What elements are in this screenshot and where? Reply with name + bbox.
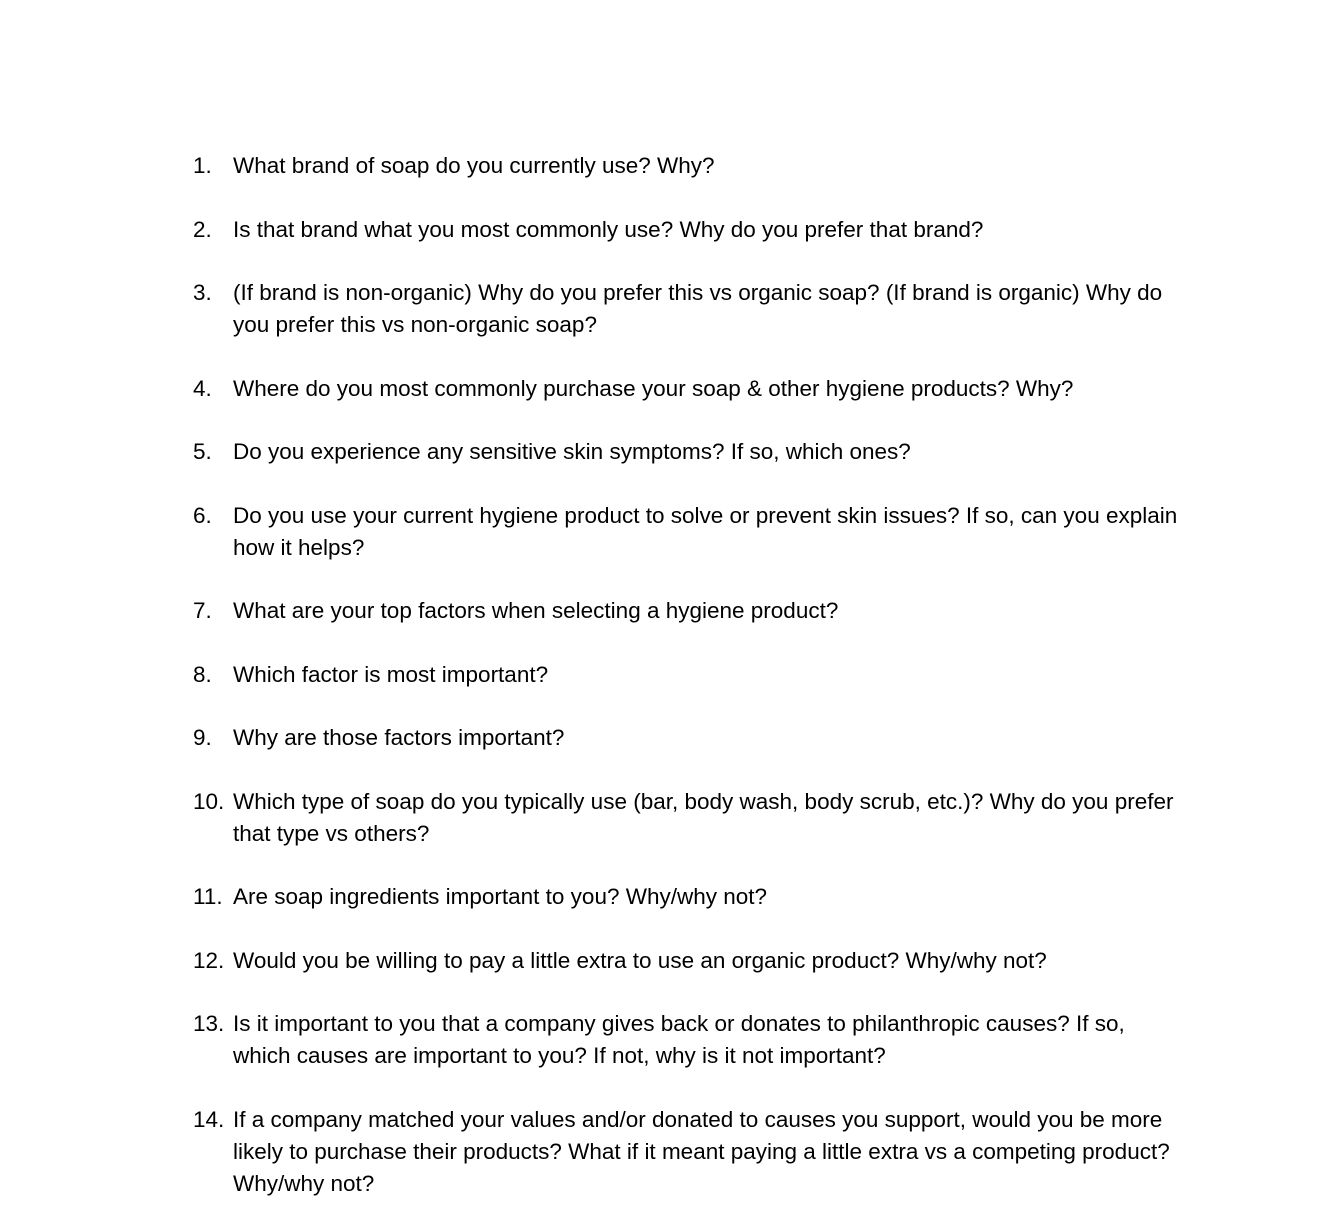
question-number: 4.: [193, 375, 212, 401]
question-text: What brand of soap do you currently use? Why?: [233, 153, 715, 178]
question-item: [193, 881, 1183, 913]
question-number: 14.: [193, 1106, 225, 1132]
question-text: Is that brand what you most commonly use? Why do you prefer that brand?: [233, 216, 984, 242]
question-number: 3.: [193, 280, 212, 305]
question-item: [193, 150, 1183, 182]
question-item: [193, 595, 1183, 627]
question-number: 6.: [193, 502, 212, 528]
question-number: 7.: [193, 598, 212, 623]
question-text: Would you be willing to pay a little extra to use an organic product? Why/why not?: [233, 947, 1047, 973]
question-item: [193, 659, 1183, 691]
question-number: 13.: [193, 1011, 225, 1036]
question-item: [193, 1008, 1183, 1072]
question-text: Where do you most commonly purchase your soap & other hygiene products? Why?: [233, 375, 1074, 401]
question-text: Do you use your current hygiene product to solve or prevent skin issues? If so, can you explain how it helps?: [233, 502, 1178, 560]
question-item: [193, 373, 1183, 405]
question-item: [193, 1104, 1183, 1200]
question-number: 8.: [193, 661, 212, 687]
question-number: 1.: [193, 153, 212, 178]
question-number: 5.: [193, 439, 212, 464]
question-item: [193, 786, 1183, 850]
question-item: [193, 500, 1183, 564]
question-list: [193, 150, 1183, 1231]
question-text: Is it important to you that a company gives back or donates to philanthropic causes? If so, which causes are important to you? If not, why is it not important?: [233, 1011, 1125, 1068]
question-item: [193, 214, 1183, 246]
question-text: What are your top factors when selecting a hygiene product?: [233, 598, 839, 623]
question-text: Do you experience any sensitive skin symptoms? If so, which ones?: [233, 439, 911, 464]
question-item: [193, 722, 1183, 754]
question-text: (If brand is non-organic) Why do you prefer this vs organic soap? (If brand is organic) Why do you prefer this vs non-organic soap?: [233, 280, 1163, 337]
question-text: Which factor is most important?: [233, 661, 549, 687]
question-item: [193, 277, 1183, 341]
question-number: 10.: [193, 788, 225, 814]
question-number: 12.: [193, 947, 225, 973]
question-text: Which type of soap do you typically use (bar, body wash, body scrub, etc.)? Why do you prefer that type vs others?: [233, 788, 1174, 846]
question-item: [193, 945, 1183, 977]
question-number: 2.: [193, 216, 212, 242]
question-number: 11.: [193, 884, 223, 909]
question-text: Are soap ingredients important to you? Why/why not?: [233, 884, 768, 909]
question-text: If a company matched your values and/or donated to causes you support, would you be more likely to purchase their products? What if it meant paying a little extra vs a competing product? Why/why not?: [233, 1106, 1170, 1196]
question-text: Why are those factors important?: [233, 725, 565, 750]
question-number: 9.: [193, 725, 212, 750]
question-item: [193, 436, 1183, 468]
